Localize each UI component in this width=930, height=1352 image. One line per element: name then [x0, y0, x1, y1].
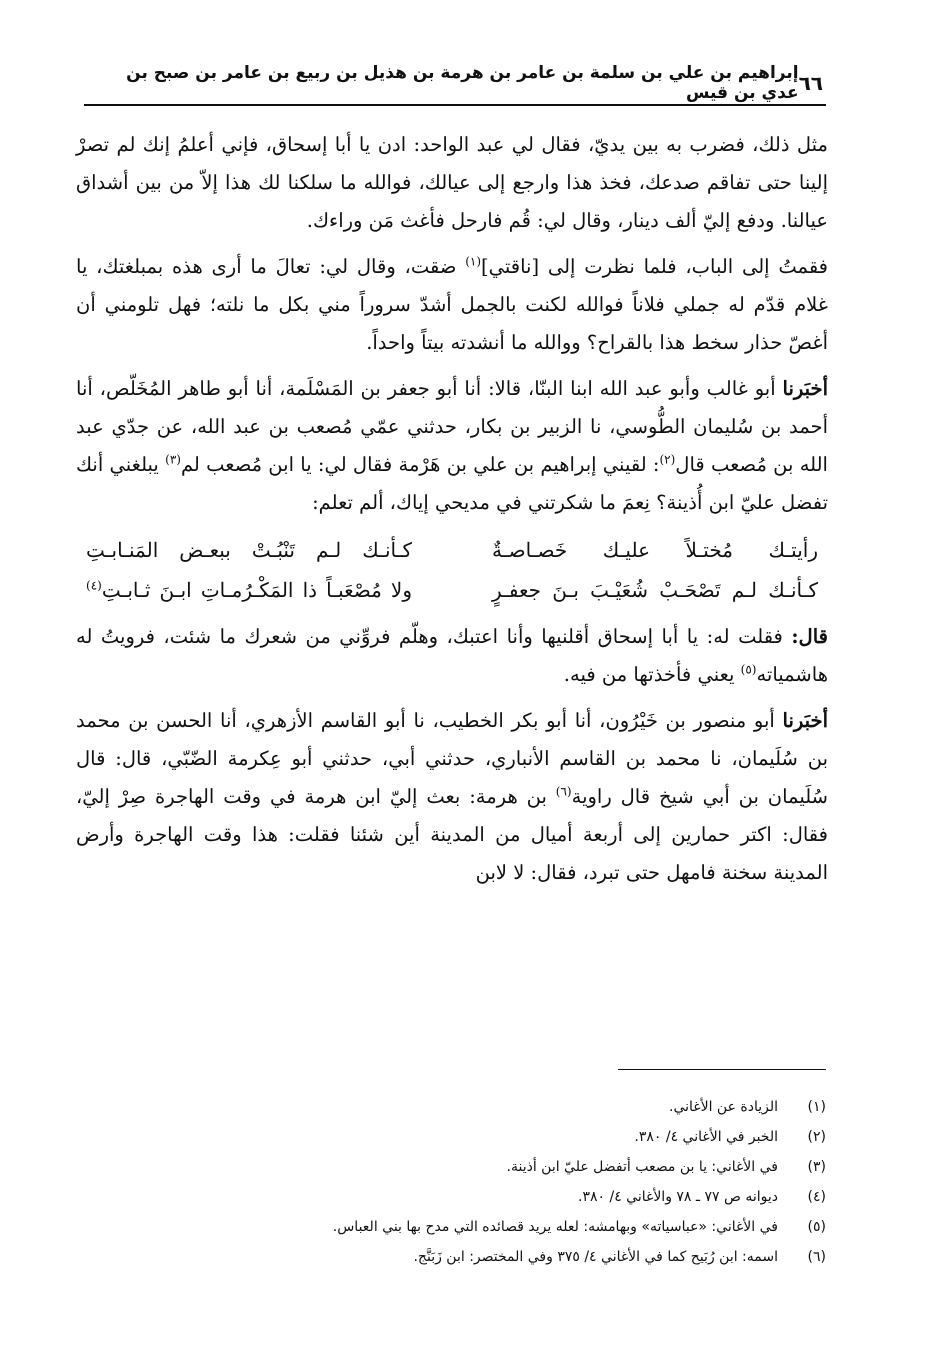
footnote-rule: [618, 1069, 826, 1070]
footnote-item: [120, 1122, 826, 1152]
footnote-item: [120, 1182, 826, 1212]
footnote-text: ديوانه ص ٧٧ ـ ٧٨ والأغاني ٤/ ٣٨٠.: [578, 1189, 778, 1205]
footnote-marker-4: (٤): [86, 578, 102, 593]
footnote-number: (١): [807, 1099, 826, 1115]
footnote-number: (٢): [807, 1129, 826, 1145]
paragraph-2-text-a: فقمتُ إلى الباب، فلما نظرت إلى [ناقتي]: [481, 255, 828, 278]
header-rule: [84, 104, 826, 106]
paragraph-5: [76, 702, 828, 892]
footnote-text: الزيادة عن الأغاني.: [669, 1099, 778, 1115]
footnote-text: الخبر في الأغاني ٤/ ٣٨٠.: [634, 1129, 778, 1145]
footnote-marker-3: (٣): [165, 452, 181, 467]
poem-verse-1-second: كـأنـك لـم تَنْبُـتْ ببعـض المَنـابـتِ: [86, 538, 412, 562]
footnote-marker-1: (١): [465, 254, 482, 269]
footnote-marker-6: (٦): [555, 784, 572, 799]
paragraph-3-text-a: أبو غالب وأبو عبد الله ابنا البنّا، قالا: أنا أبو جعفر بن المَسْلَمة، أنا أبو طاهر المُخَلّص، أنا أحمد بن سُليمان الطُّوسي، نا الزبير بن بكار، حدثني عمّي مُصعب بن عبد الله، عن جدّي عبد الله بن مُصعب قال: [76, 377, 828, 476]
paragraph-5-text-b: بن هرمة: بعث إليّ ابن هرمة في وقت الهاجرة صِرْ إليّ، فقال: اكتر حمارين إلى أربعة أميال من المدينة أين شئنا فقلت: هذا وقت الهاجرة وأرض المدينة سخنة فامهل حتى تبرد، فقال: لا لابن: [76, 785, 828, 884]
running-head: [88, 63, 823, 103]
paragraph-2-text-b: ضقت، وقال لي: تعالَ ما أرى هذه بمبلغتك، يا غلام قدّم له جملي فلاناً فوالله لكنت بالجمل أشدّ سروراً مني بكل ما نلته؛ فهل تلومني أن أغصّ حذار سخط هذا بالقراح؟ ووالله ما أنشدته بيتاً واحداً.: [76, 255, 828, 354]
main-text: [76, 126, 828, 900]
poem-verse-1-first: رأيتـك مُختـلاً عليـك خَصـاصـةٌ: [492, 538, 818, 562]
paragraph-3: [76, 370, 828, 522]
footnote-number: (٤): [807, 1189, 826, 1205]
footnote-text: في الأغاني: «عباسياته» وبهامشه: لعله يريد قصائده التي مدح بها بني العباس.: [332, 1219, 778, 1235]
footnote-marker-5: (٥): [740, 662, 757, 677]
paragraph-4: [76, 618, 828, 694]
paragraph-3-text-b: : لقيني إبراهيم بن علي بن هَرْمة فقال لي: يا ابن مُصعب لم: [180, 453, 660, 476]
footnote-text: في الأغاني: يا بن مصعب أتفضل عليّ ابن أذينة.: [506, 1159, 778, 1175]
paragraph-4-text-b: يعني فأخذتها من فيه.: [563, 663, 741, 686]
footnote-text: اسمه: ابن رُبَيح كما في الأغاني ٤/ ٣٧٥ وفي المختصر: ابن زَبَنَّج.: [413, 1249, 778, 1265]
running-title: إبراهيم بن علي بن سلمة بن عامر بن هرمة بن هذيل بن ربيع بن عامر بن صبح بن عدي بن قيس: [126, 63, 799, 103]
paragraph-5-text-a: أبو منصور بن خَيْرُون، أنا أبو بكر الخطيب، نا أبو القاسم الأزهري، أنا الحسن بن محمد بن سُلَيمان، نا محمد بن القاسم الأنباري، حدثني أبي، حدثني أبو عِكرمة الضّبّي، قال: قال سُلَيمان بن أبي شيخ قال راوية: [76, 709, 829, 808]
footnotes: [120, 1092, 826, 1272]
footnote-item: [120, 1242, 826, 1272]
poem-verse-2-second-text: ولا مُصْعَبـاً ذا المَكْـرُمـاتِ ابـنَ ثـابـتِ: [101, 578, 412, 602]
footnote-item: [120, 1212, 826, 1242]
footnote-marker-2: (٢): [659, 452, 676, 467]
footnote-item: [120, 1152, 826, 1182]
paragraph-1: مثل ذلك، فضرب به بين يديّ، فقال لي عبد الواحد: ادن يا أبا إسحاق، فإني أعلمُ إنك لم تصرْ إلينا حتى تفاقم صدعك، فخذ هذا وارجع إلى عيالك، فوالله ما سلكنا لك هذا إلاّ من بين أشداق عيالنا. ودفع إليّ ألف دينار، وقال لي: قُم فارحل فأغث مَن وراءك.: [76, 133, 828, 232]
isnad-lead-word-2: أخبَرنا: [782, 709, 828, 732]
poem-verse-2-first: كـأنـك لـم تَصْحَـبْ شُعَيْـبَ بـنَ جعفـرٍ: [492, 578, 818, 602]
footnote-number: (٣): [807, 1159, 826, 1175]
footnote-number: (٥): [807, 1219, 826, 1235]
paragraph-2: [76, 248, 828, 362]
footnote-number: (٦): [807, 1249, 826, 1265]
poem-verse-2-second: [76, 570, 422, 610]
page-number: ٦٦: [798, 71, 823, 95]
paragraph-3-text-c: يبلغني أنك تفضل عليّ ابن أُذينة؟ نِعمَ ما شكرتني في مديحي إياك، ألم تعلم:: [76, 453, 828, 514]
poem: [76, 530, 828, 610]
footnote-item: [120, 1092, 826, 1122]
isnad-lead-word: أخبَرنا: [782, 377, 828, 400]
qala-lead-word: قال:: [791, 625, 828, 648]
paragraph-4-text-a: فقلت له: يا أبا إسحاق أقلنيها وأنا اعتبك، وهلّم فروِّني من شعرك ما شئت، فرويتُ له هاشمياته: [76, 625, 828, 686]
